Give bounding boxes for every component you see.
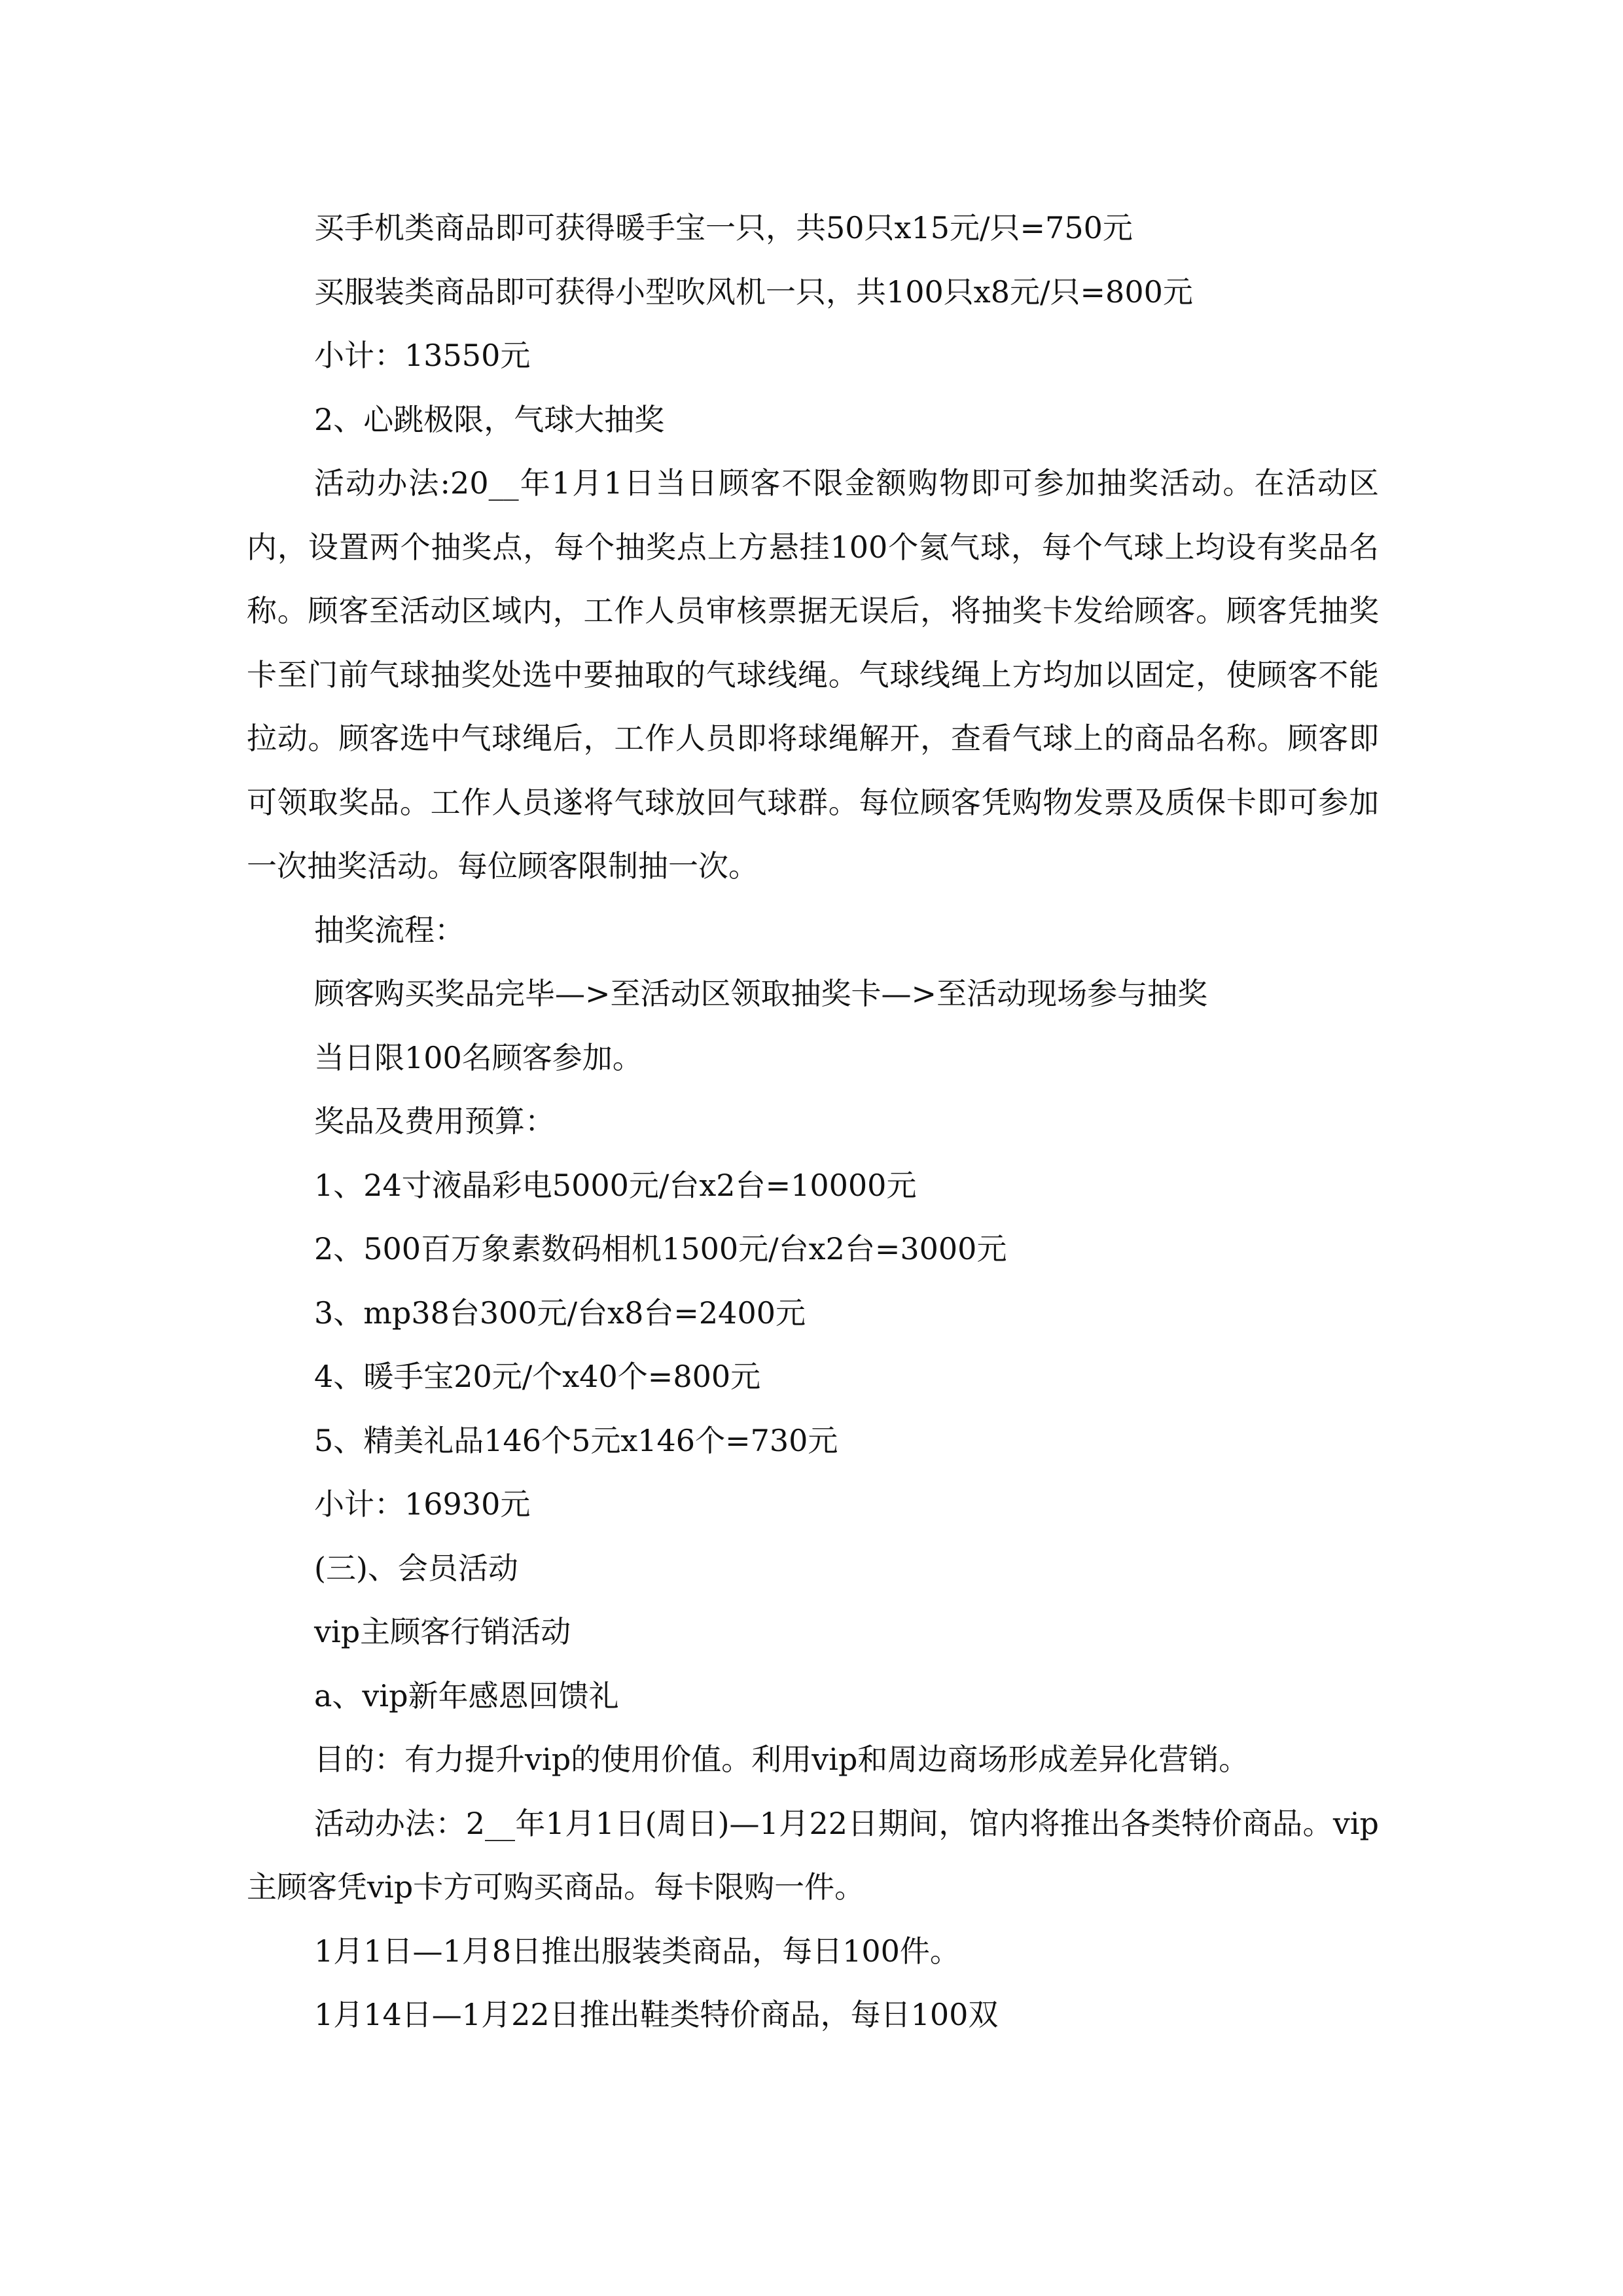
section-heading: (三)、会员活动 xyxy=(314,1550,518,1586)
text-line: 买手机类商品即可获得暖手宝一只，共50只x15元/只=750元 xyxy=(314,210,1133,245)
document-body xyxy=(247,196,1379,2047)
list-item: 4、暖手宝20元/个x40个=800元 xyxy=(314,1359,761,1394)
text-line: 1月1日—1月8日推出服装类商品，每日100件。 xyxy=(314,1933,960,1969)
list-item: 2、500百万象素数码相机1500元/台x2台=3000元 xyxy=(314,1231,1007,1266)
text-line: 小计：16930元 xyxy=(314,1486,531,1522)
list-item: 3、mp38台300元/台x8台=2400元 xyxy=(314,1295,806,1331)
text-line: 1月14日—1月22日推出鞋类特价商品，每日100双 xyxy=(314,1997,999,2032)
text-line: 抽奖流程： xyxy=(314,912,465,948)
text-line: 小计：13550元 xyxy=(314,338,531,373)
text-line: 顾客购买奖品完毕—>至活动区领取抽奖卡—>至活动现场参与抽奖 xyxy=(314,976,1208,1011)
paragraph-activity-method: 活动办法:20__年1月1日当日顾客不限金额购物即可参加抽奖活动。在活动区内，设置两个抽奖点，每个抽奖点上方悬挂100个氦气球，每个气球上均设有奖品名称。顾客至活动区域内，工作人员审核票据无误后，将抽奖卡发给顾客。顾客凭抽奖卡至门前气球抽奖处选中要抽取的气球线绳。气球线绳上方均加以固定，使顾客不能拉动。顾客选中气球绳后，工作人员即将球绳解开，查看气球上的商品名称。顾客即可领取奖品。工作人员遂将气球放回气球群。每位顾客凭购物发票及质保卡即可参加一次抽奖活动。每位顾客限制抽一次。 xyxy=(247,465,1379,884)
list-item: 1、24寸液晶彩电5000元/台x2台=10000元 xyxy=(314,1167,917,1203)
text-line: a、vip新年感恩回馈礼 xyxy=(314,1677,619,1713)
text-line: 买服装类商品即可获得小型吹风机一只，共100只x8元/只=800元 xyxy=(314,274,1193,310)
list-item: 5、精美礼品146个5元x146个=730元 xyxy=(314,1422,838,1458)
text-line: 目的：有力提升vip的使用价值。利用vip和周边商场形成差异化营销。 xyxy=(314,1742,1249,1777)
text-line: vip主顾客行销活动 xyxy=(314,1614,571,1649)
text-line: 当日限100名顾客参加。 xyxy=(314,1039,643,1075)
section-heading: 2、心跳极限，气球大抽奖 xyxy=(314,401,665,437)
text-line: 奖品及费用预算： xyxy=(314,1103,555,1139)
paragraph-vip-method: 活动办法：2__年1月1日(周日)—1月22日期间，馆内将推出各类特价商品。vip主顾客凭vip卡方可购买商品。每卡限购一件。 xyxy=(247,1805,1379,1905)
